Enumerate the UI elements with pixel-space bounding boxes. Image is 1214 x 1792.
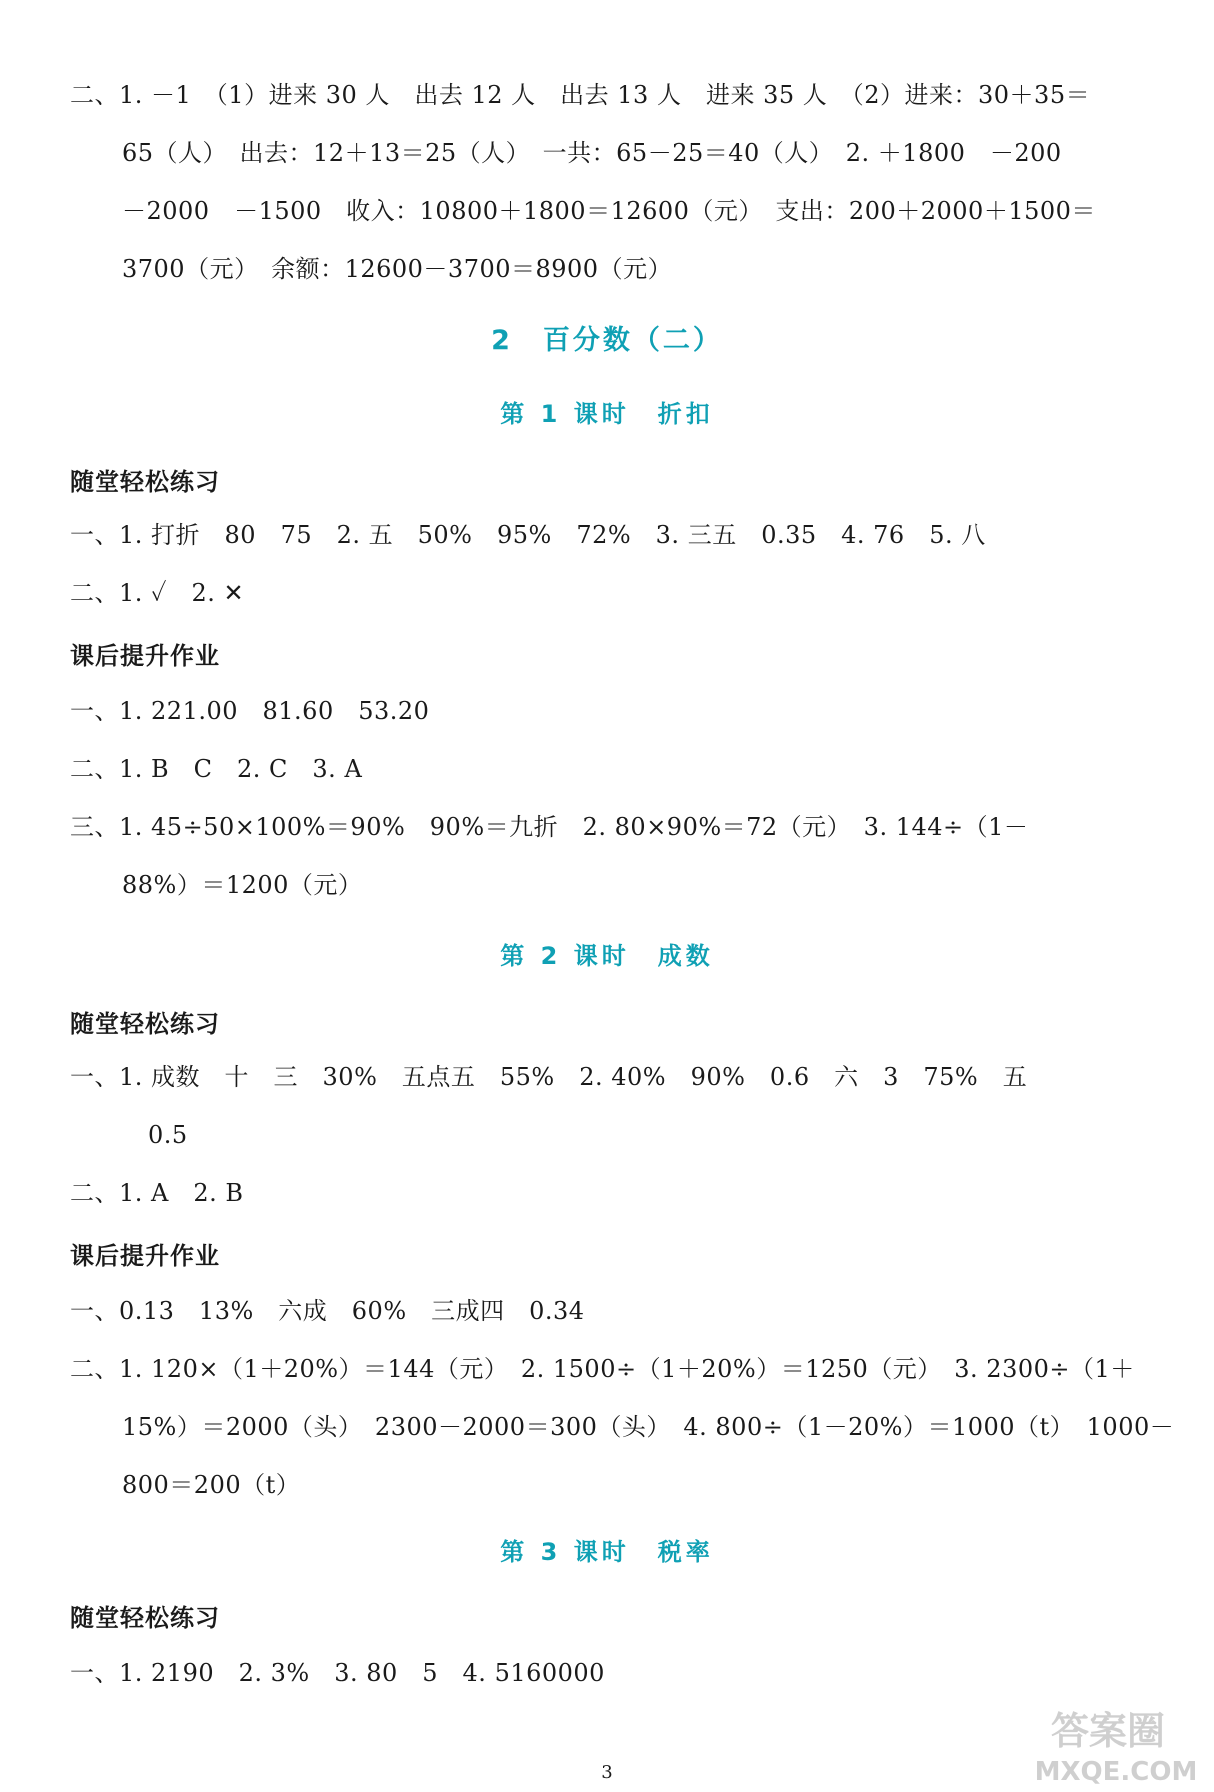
lesson-2-homework-line-1: 一、0.13 13% 六成 60% 三成四 0.34 (70, 1297, 585, 1325)
chapter-title: 2 百分数（二） (491, 325, 723, 356)
lesson-1-practice-line-1: 一、1. 打折 80 75 2. 五 50% 95% 72% 3. 三五 0.35 4. 76 5. 八 (70, 521, 986, 549)
lesson-1-homework-line-3: 三、1. 45÷50×100%＝90% 90%＝九折 2. 80×90%＝72（元） 3. 144÷（1－ (70, 813, 1029, 841)
lesson-3-title: 第 3 课时 税率 (500, 1538, 714, 1566)
lesson-1-homework-heading: 课后提升作业 (70, 642, 220, 670)
lesson-2-practice-heading: 随堂轻松练习 (70, 1010, 220, 1038)
text-line-4: 3700（元） 余额：12600－3700＝8900（元） (122, 255, 673, 283)
lesson-1-homework-line-1: 一、1. 221.00 81.60 53.20 (70, 697, 430, 725)
page-number: 3 (601, 1762, 613, 1783)
lesson-2-practice-line-1: 一、1. 成数 十 三 30% 五点五 55% 2. 40% 90% 0.6 六 3 75% 五 (70, 1063, 1028, 1091)
lesson-3-practice-heading: 随堂轻松练习 (70, 1604, 220, 1632)
lesson-1-homework-line-4: 88%）＝1200（元） (122, 871, 363, 899)
lesson-1-title: 第 1 课时 折扣 (500, 400, 714, 428)
text-line-3: －2000 －1500 收入：10800＋1800＝12600（元） 支出：200＋2000＋1500＝ (122, 197, 1096, 225)
lesson-2-homework-line-4: 800＝200（t） (122, 1471, 301, 1499)
lesson-2-homework-heading: 课后提升作业 (70, 1242, 220, 1270)
lesson-1-practice-heading: 随堂轻松练习 (70, 468, 220, 496)
lesson-1-homework-line-2: 二、1. B C 2. C 3. A (70, 755, 363, 783)
lesson-2-practice-line-3: 二、1. A 2. B (70, 1179, 244, 1207)
watermark-logo (1020, 1702, 1200, 1786)
lesson-3-practice-line-1: 一、1. 2190 2. 3% 3. 80 5 4. 5160000 (70, 1659, 605, 1687)
watermark-text-bottom: MXQE.COM (1034, 1757, 1198, 1786)
text-line-2: 65（人） 出去：12＋13＝25（人） 一共：65－25＝40（人） 2. ＋1800 －200 (122, 139, 1062, 167)
lesson-2-homework-line-3: 15%）＝2000（头） 2300－2000＝300（头） 4. 800÷（1－20%）＝1000（t） 1000－ (122, 1413, 1175, 1441)
lesson-2-title: 第 2 课时 成数 (500, 942, 714, 970)
text-line-1: 二、1. －1 （1）进来 30 人 出去 12 人 出去 13 人 进来 35 人 （2）进来：30＋35＝ (70, 81, 1091, 109)
lesson-2-practice-line-2: 0.5 (148, 1121, 188, 1149)
lesson-2-homework-line-2: 二、1. 120×（1＋20%）＝144（元） 2. 1500÷（1＋20%）＝1250（元） 3. 2300÷（1＋ (70, 1355, 1135, 1383)
watermark-text-top: 答案圈 (1050, 1709, 1166, 1753)
lesson-1-practice-line-2: 二、1. ✓ 2. ✕ (70, 579, 245, 607)
